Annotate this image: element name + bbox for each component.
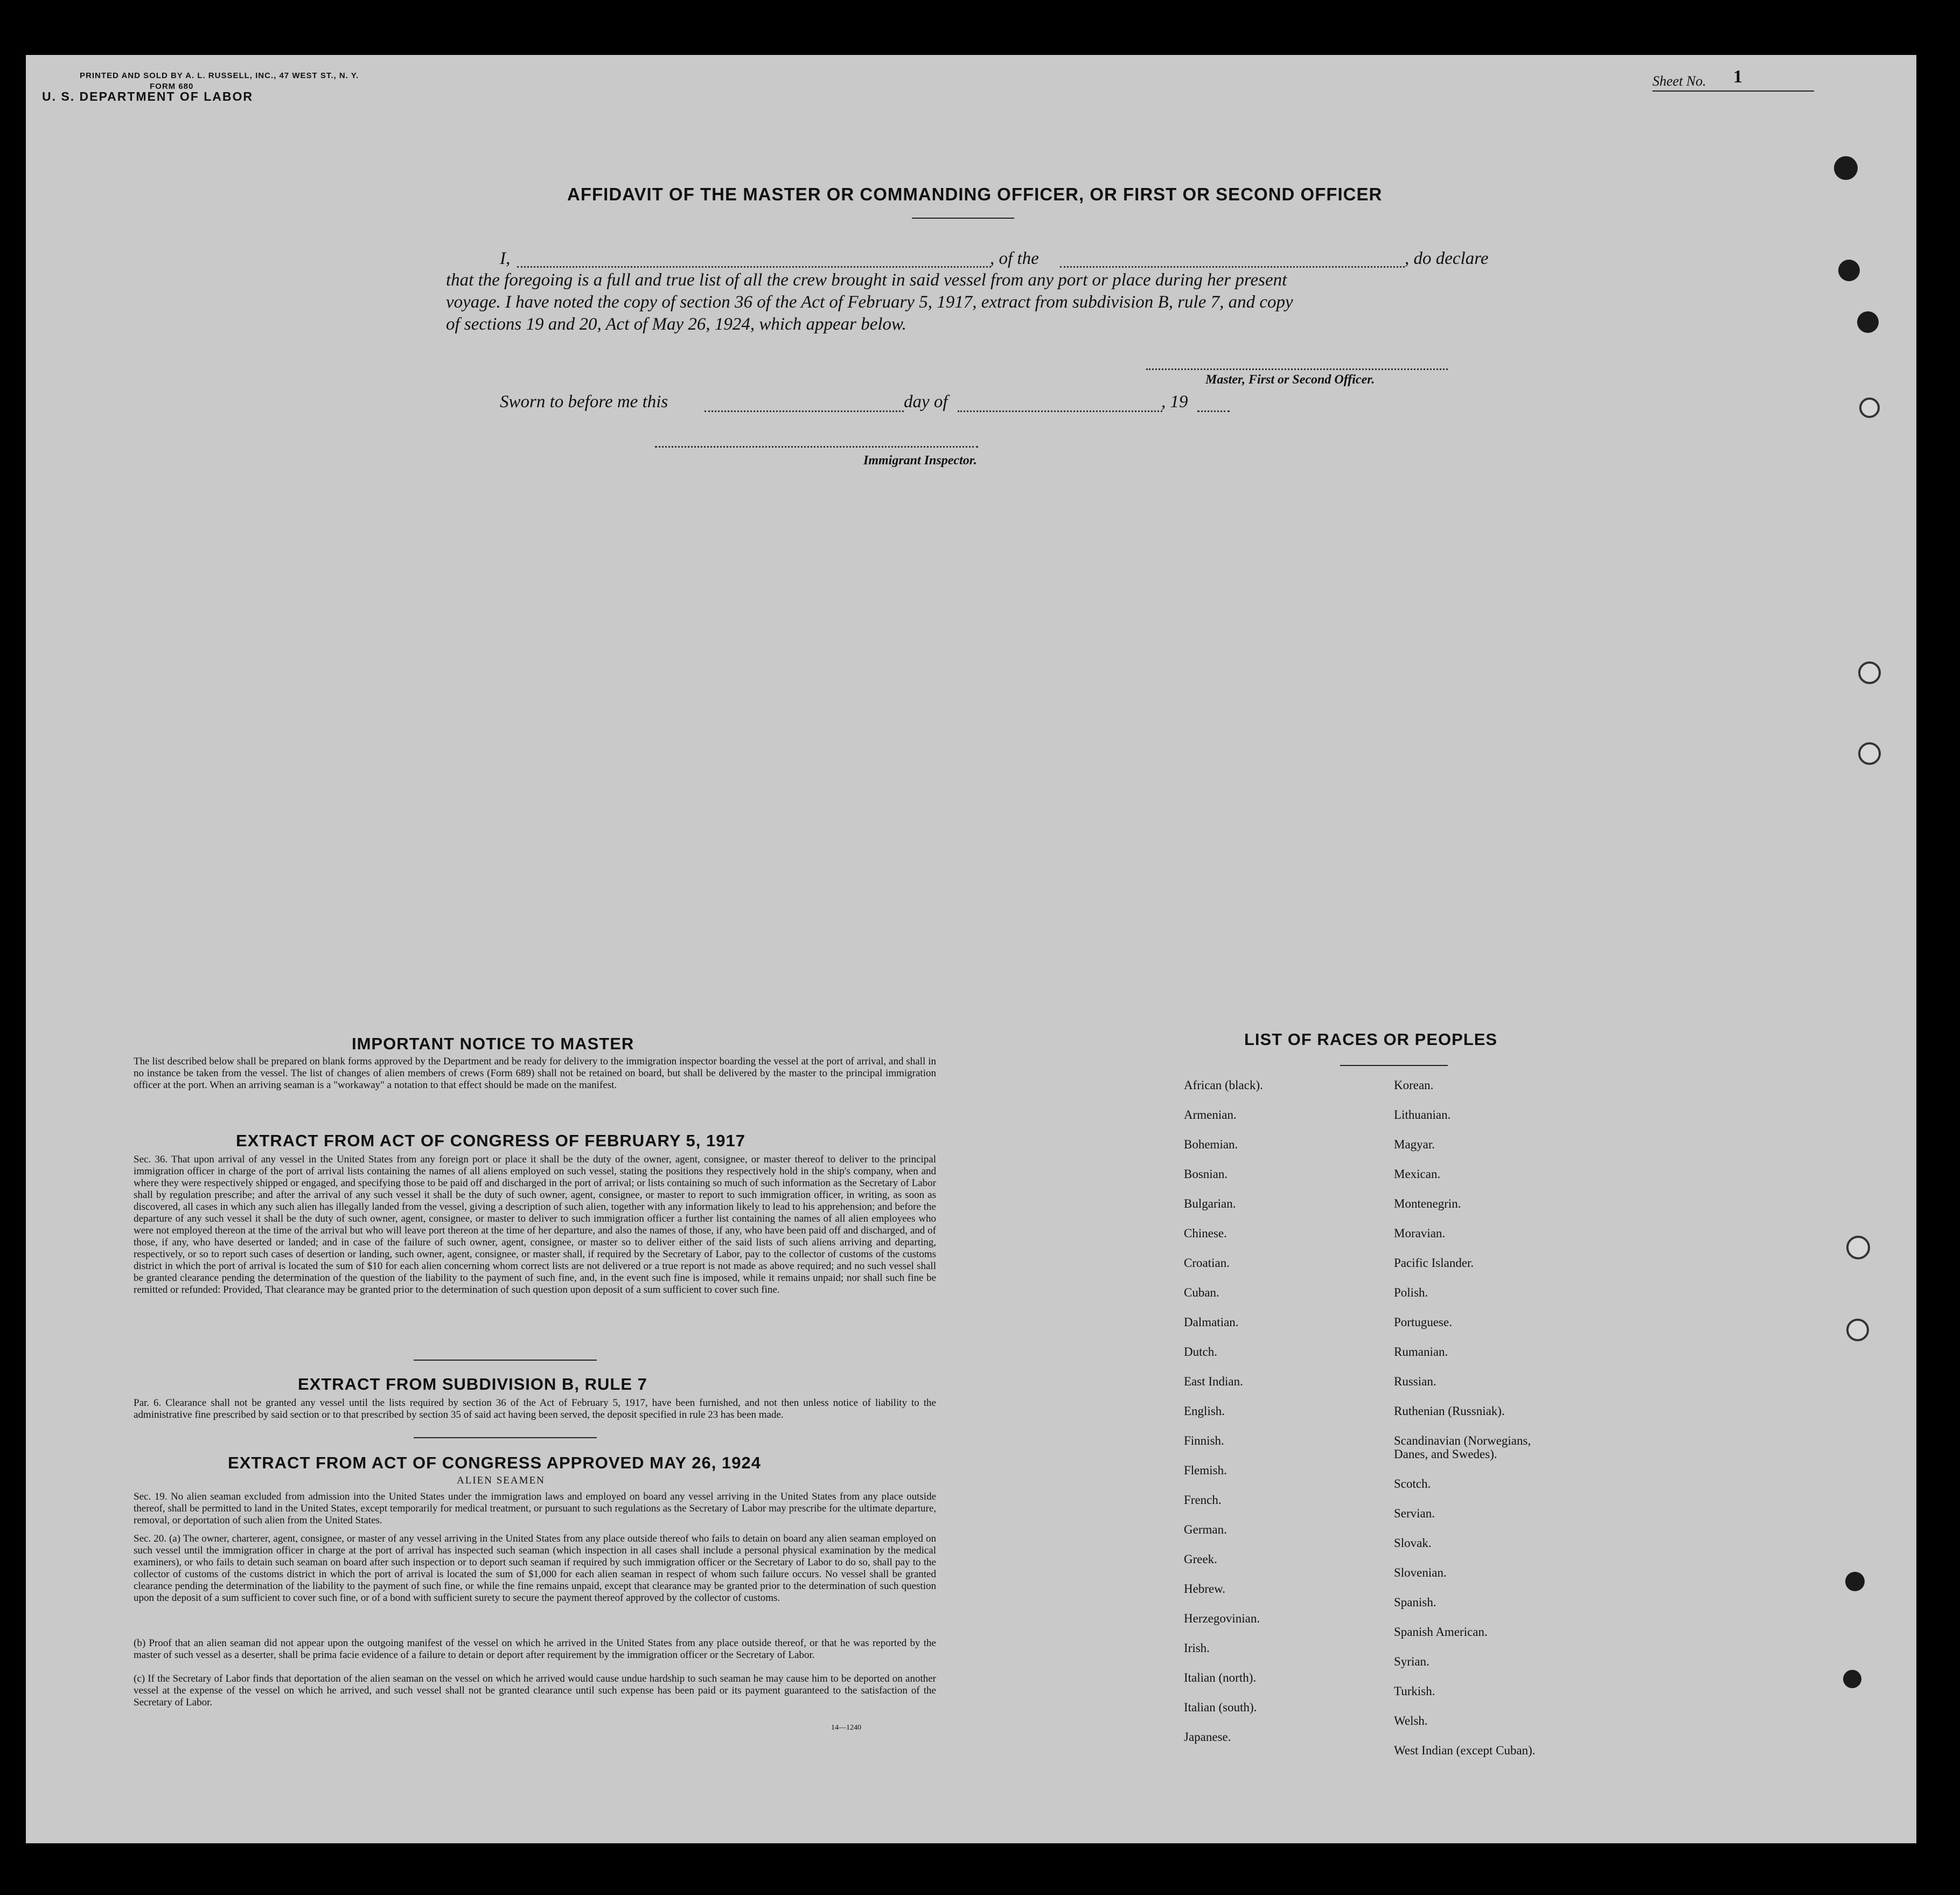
extract-1917-title: EXTRACT FROM ACT OF CONGRESS OF FEBRUARY 5, 1917 [236, 1131, 745, 1150]
race-item: Chinese. [1184, 1227, 1227, 1240]
race-item: Magyar. [1394, 1138, 1435, 1151]
declare-do-declare: , do declare [1405, 249, 1489, 268]
alien-seamen-subtitle: ALIEN SEAMEN [457, 1475, 545, 1486]
race-item: Scandinavian (Norwegians, [1394, 1434, 1531, 1447]
binder-hole [1858, 661, 1881, 684]
binder-hole [1859, 398, 1880, 418]
sworn-day-field[interactable] [705, 410, 904, 412]
notice-text: The list described below shall be prepared on blank forms approved by the Department and be ready for delivery to the immigration inspector boarding the vessel at the port of arrival, and shall in no instance be taken from the vessel. The list of changes of alien members of crews (Form 689) shall not be retained on board, but shall be delivered by the master to the principal immigration officer at the port. When an arriving seaman is a "workaway" a notation to that effect should be made on the manifest. [134, 1056, 936, 1091]
form-number: FORM 680 [150, 82, 194, 91]
sheet-label: Sheet No. [1652, 73, 1706, 89]
race-item: Bohemian. [1184, 1138, 1238, 1151]
race-item: Mexican. [1394, 1167, 1441, 1181]
race-item: Spanish. [1394, 1596, 1436, 1609]
race-item: Italian (north). [1184, 1671, 1257, 1684]
race-item: Russian. [1394, 1375, 1436, 1388]
binder-hole [1834, 156, 1858, 180]
binder-hole [1846, 1319, 1869, 1341]
affidavit-line-3: voyage. I have noted the copy of section 36 of the Act of February 5, 1917, extract from subdivision B, rule 7, and copy [446, 292, 1293, 312]
sworn-month-field[interactable] [958, 410, 1162, 412]
race-item: Dutch. [1184, 1345, 1217, 1358]
inspector-signature-field[interactable] [655, 446, 978, 448]
races-title: LIST OF RACES OR PEOPLES [1244, 1030, 1498, 1049]
sec19-text: Sec. 19. No alien seaman excluded from admission into the United States under the immigration laws and employed on board any vessel arriving in the United States from any place outside thereof, shall be permitted to land in the United States, except temporarily for medical treatment, or pursuant to such regulations as the Secretary of Labor may prescribe for the ultimate departure, removal, or deportation of such alien from the United States. [134, 1491, 936, 1526]
race-item: Lithuanian. [1394, 1108, 1451, 1121]
race-item: Dalmatian. [1184, 1315, 1239, 1329]
race-item: Ruthenian (Russniak). [1394, 1404, 1505, 1418]
race-item: Hebrew. [1184, 1582, 1226, 1596]
race-item: Pacific Islander. [1394, 1256, 1474, 1270]
race-item: Moravian. [1394, 1227, 1446, 1240]
extract-1917-text: Sec. 36. That upon arrival of any vessel in the United States from any foreign port or place it shall be the duty of the owner, agent, consignee, or master thereof to deliver to the principal immigration officer in charge of the port of arrival lists containing the names of all aliens employed on such vessel, stating the positions they respectively hold in the ship's company, when and where they were respectively shipped or engaged, and specifying those to be paid off and discharged in the port of arrival; or lists containing so much of such information as the Secretary of Labor shall by regulation prescribe; and after the arrival of any such vessel it shall be the duty of such owner, agent, consignee, or master to report to such immigration officer, in writing, as soon as discovered, all cases in which any such alien has illegally landed from the vessel, giving a description of such alien, together with any information likely to lead to his apprehension; and before the departure of any such vessel it shall be the duty of such owner, agent, consignee, or master to deliver to such immigration officer a further list containing the names of all alien employees who were not employed thereon at the time of the arrival but who will leave port thereon at the time of her departure, and also the names of those, if any, who have been paid off and discharged, and of those, if any, who have deserted or landed; and in case of the failure of such owner, agent, consignee, or master so to deliver either of the said lists of such aliens arriving and departing, respectively, or so to report such cases of desertion or landing, such owner, agent, consignee, or master shall, if required by the Secretary of Labor, pay to the collector of customs of the customs district in which the port of arrival is located the sum of $10 for each alien concerning whom correct lists are not delivered or a true report is not made as above required; and no such vessel shall be granted clearance pending the determination of the question of the liability to the payment of such fine, and, in the event such fine is imposed, while it remains unpaid; nor shall such fine be remitted or refunded: Provided, That clearance may be granted prior to the determination of such question upon deposit of a sum sufficient to cover such fine. [134, 1154, 936, 1295]
sheet-number: 1 [1733, 67, 1742, 87]
binder-hole [1845, 1572, 1865, 1591]
sec20b-text: (b) Proof that an alien seaman did not appear upon the outgoing manifest of the vessel on which he arrived in the United States from any place outside thereof, or that he was reported by the master of such vessel as a deserter, shall be prima facie evidence of a failure to detain or deport after requirement by the immigration officer or the Secretary of Labor. [134, 1638, 936, 1661]
race-item: Spanish American. [1394, 1625, 1488, 1639]
race-item: Bosnian. [1184, 1167, 1228, 1181]
race-item: Slovenian. [1394, 1566, 1447, 1579]
rule7-title: EXTRACT FROM SUBDIVISION B, RULE 7 [298, 1375, 647, 1394]
race-item: Turkish. [1394, 1684, 1435, 1698]
manifest-sheet [26, 55, 1916, 1843]
race-item: Irish. [1184, 1641, 1210, 1655]
race-item: French. [1184, 1493, 1222, 1507]
master-signature-label: Master, First or Second Officer. [1205, 373, 1375, 387]
race-item: East Indian. [1184, 1375, 1243, 1388]
department-name: U. S. DEPARTMENT OF LABOR [42, 89, 254, 103]
race-item: Flemish. [1184, 1464, 1227, 1477]
rule7-text: Par. 6. Clearance shall not be granted any vessel until the lists required by section 36 of the Act of February 5, 1917, have been furnished, and not then unless notice of liability to the administrative fine prescribed by said section or to that prescribed by section 35 of said act having been served, the deposit specified in rule 23 has been made. [134, 1397, 936, 1420]
race-item: Rumanian. [1394, 1345, 1448, 1358]
race-item: Finnish. [1184, 1434, 1224, 1447]
inspector-label: Immigrant Inspector. [863, 454, 977, 468]
affidavit-title: AFFIDAVIT OF THE MASTER OR COMMANDING OFFICER, OR FIRST OR SECOND OFFICER [567, 184, 1383, 204]
print-code: 14—1240 [831, 1724, 861, 1732]
extract-1924-title: EXTRACT FROM ACT OF CONGRESS APPROVED MAY 26, 1924 [228, 1453, 761, 1472]
race-item: Japanese. [1184, 1730, 1231, 1744]
affidavit-line-2: that the foregoing is a full and true list of all the crew brought in said vessel from any port or place during her present [446, 270, 1287, 290]
race-item: Herzegovinian. [1184, 1612, 1260, 1625]
printer-line: PRINTED AND SOLD BY A. L. RUSSELL, INC., 47 WEST ST., N. Y. [80, 71, 359, 80]
race-item: Bulgarian. [1184, 1197, 1236, 1210]
binder-hole [1843, 1670, 1861, 1688]
affidavit-line-4: of sections 19 and 20, Act of May 26, 1924, which appear below. [446, 315, 906, 334]
race-item: African (black). [1184, 1078, 1263, 1092]
race-item: West Indian (except Cuban). [1394, 1744, 1536, 1757]
race-item: Servian. [1394, 1507, 1435, 1520]
race-item: Greek. [1184, 1552, 1217, 1566]
race-item: Polish. [1394, 1286, 1428, 1299]
sworn-year-field[interactable] [1197, 410, 1230, 412]
declare-of-the: , of the [990, 249, 1039, 268]
race-item: Welsh. [1394, 1714, 1428, 1727]
binder-hole [1846, 1236, 1870, 1259]
year-prefix: , 19 [1161, 392, 1188, 412]
race-item: Danes, and Swedes). [1394, 1447, 1497, 1461]
sec20a-text: Sec. 20. (a) The owner, charterer, agent, consignee, or master of any vessel arriving in the United States from any place outside thereof who fails to detain on board any alien seaman employed on such vessel until the immigration officer in charge at the port of arrival has inspected such seaman (which inspection in all cases shall include a personal physical examination by the medical examiners), or who fails to detain such seaman on board after such inspection or to deport such seaman if required by such immigration officer or the Secretary of Labor to do so, shall pay to the collector of customs of the customs district in which the port of arrival is located the sum of $1,000 for each alien seaman in respect of whom such failure occurs. No vessel shall be granted clearance pending the determination of the liability to the payment of such fine, or while the fine remains unpaid, except that clearance may be granted prior to the determination of such question upon the deposit of a sum sufficient to cover such fine, or of a bond with sufficient surety to secure the payment thereof approved by the collector of customs. [134, 1533, 936, 1604]
race-item: English. [1184, 1404, 1225, 1418]
vessel-name-field[interactable] [1060, 266, 1405, 268]
day-of-label: day of [904, 392, 948, 412]
race-item: Slovak. [1394, 1536, 1432, 1550]
race-item: German. [1184, 1523, 1227, 1536]
master-signature-field[interactable] [1146, 368, 1448, 370]
race-item: Korean. [1394, 1078, 1434, 1092]
race-item: Scotch. [1394, 1477, 1431, 1490]
binder-hole [1857, 311, 1879, 333]
sec20c-text: (c) If the Secretary of Labor finds that deportation of the alien seaman on the vessel on which he arrived would cause undue hardship to such seaman he may cause him to be deported on another vessel at the expense of the vessel on which he arrived, and such vessel shall not be granted clearance until such expense has been paid or its payment guaranteed to the satisfaction of the Secretary of Labor. [134, 1673, 936, 1708]
officer-name-field[interactable] [517, 266, 991, 268]
race-item: Armenian. [1184, 1108, 1237, 1121]
race-item: Cuban. [1184, 1286, 1219, 1299]
race-item: Syrian. [1394, 1655, 1429, 1668]
race-item: Italian (south). [1184, 1701, 1257, 1714]
race-item: Montenegrin. [1394, 1197, 1461, 1210]
notice-title: IMPORTANT NOTICE TO MASTER [352, 1034, 634, 1053]
binder-hole [1858, 742, 1881, 765]
race-item: Croatian. [1184, 1256, 1230, 1270]
declare-i: I, [500, 249, 511, 268]
binder-hole [1838, 260, 1860, 281]
sworn-text: Sworn to before me this [500, 392, 668, 412]
race-item: Portuguese. [1394, 1315, 1452, 1329]
